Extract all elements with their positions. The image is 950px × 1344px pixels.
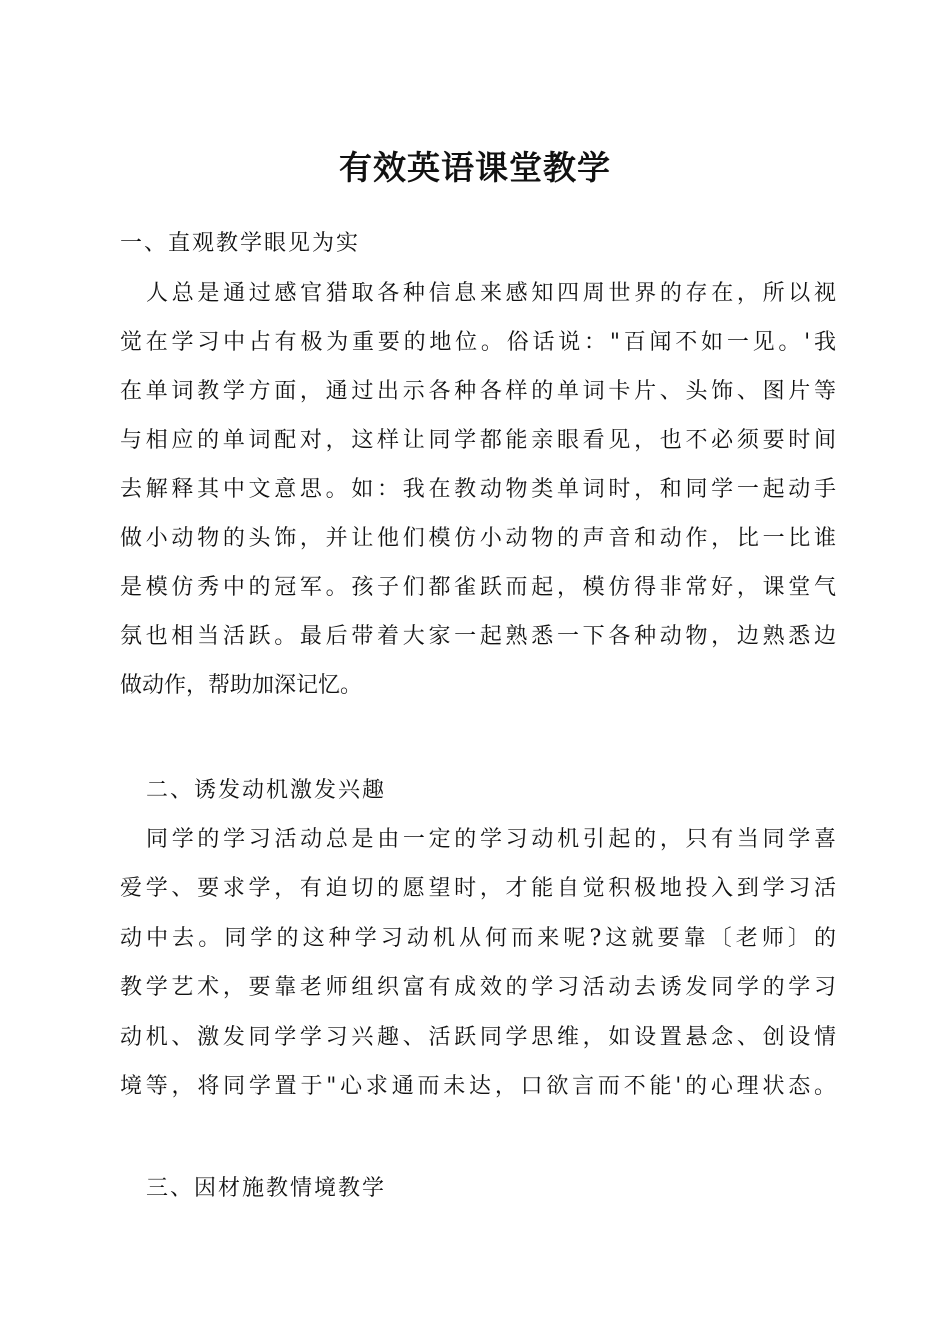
paragraph-line: 氛也相当活跃。最后带着大家一起熟悉一下各种动物，边熟悉边 [120, 624, 836, 649]
paragraph-line: 做小动物的头饰，并让他们模仿小动物的声音和动作，比一比谁 [120, 526, 836, 551]
paragraph-line: 做动作，帮助加深记忆。 [120, 673, 363, 698]
paragraph-line: 在单词教学方面，通过出示各种各样的单词卡片、头饰、图片等 [120, 379, 836, 404]
paragraph-line: 人总是通过感官猎取各种信息来感知四周世界的存在，所以视 [146, 281, 836, 306]
paragraph-line: 动中去。同学的这种学习动机从何而来呢?这就要靠〔老师〕的 [120, 926, 836, 951]
paragraph-line: 同学的学习活动总是由一定的学习动机引起的，只有当同学喜 [146, 827, 836, 852]
paragraph-line: 与相应的单词配对，这样让同学都能亲眼看见，也不必须要时间 [120, 428, 836, 453]
section-heading-1: 一、直观教学眼见为实 [120, 231, 361, 256]
paragraph-line: 是模仿秀中的冠军。孩子们都雀跃而起，模仿得非常好，课堂气 [120, 575, 836, 600]
section-heading-3: 三、因材施教情境教学 [146, 1176, 387, 1201]
paragraph-line: 境等，将同学置于"心求通而未达，口欲言而不能'的心理状态。 [120, 1074, 836, 1099]
paragraph-line: 爱学、要求学，有迫切的愿望时，才能自觉积极地投入到学习活 [120, 876, 836, 901]
document-title: 有效英语课堂教学 [339, 148, 611, 187]
section-heading-2: 二、诱发动机激发兴趣 [146, 778, 387, 803]
paragraph-line: 觉在学习中占有极为重要的地位。俗话说："百闻不如一见。'我 [120, 330, 836, 355]
section-paragraph-1 [120, 279, 836, 719]
paragraph-line: 去解释其中文意思。如：我在教动物类单词时，和同学一起动手 [120, 477, 836, 502]
paragraph-line: 动机、激发同学学习兴趣、活跃同学思维，如设置悬念、创设情 [120, 1025, 836, 1050]
section-paragraph-2 [120, 825, 836, 1125]
paragraph-line: 教学艺术，要靠老师组织富有成效的学习活动去诱发同学的学习 [120, 975, 836, 1000]
